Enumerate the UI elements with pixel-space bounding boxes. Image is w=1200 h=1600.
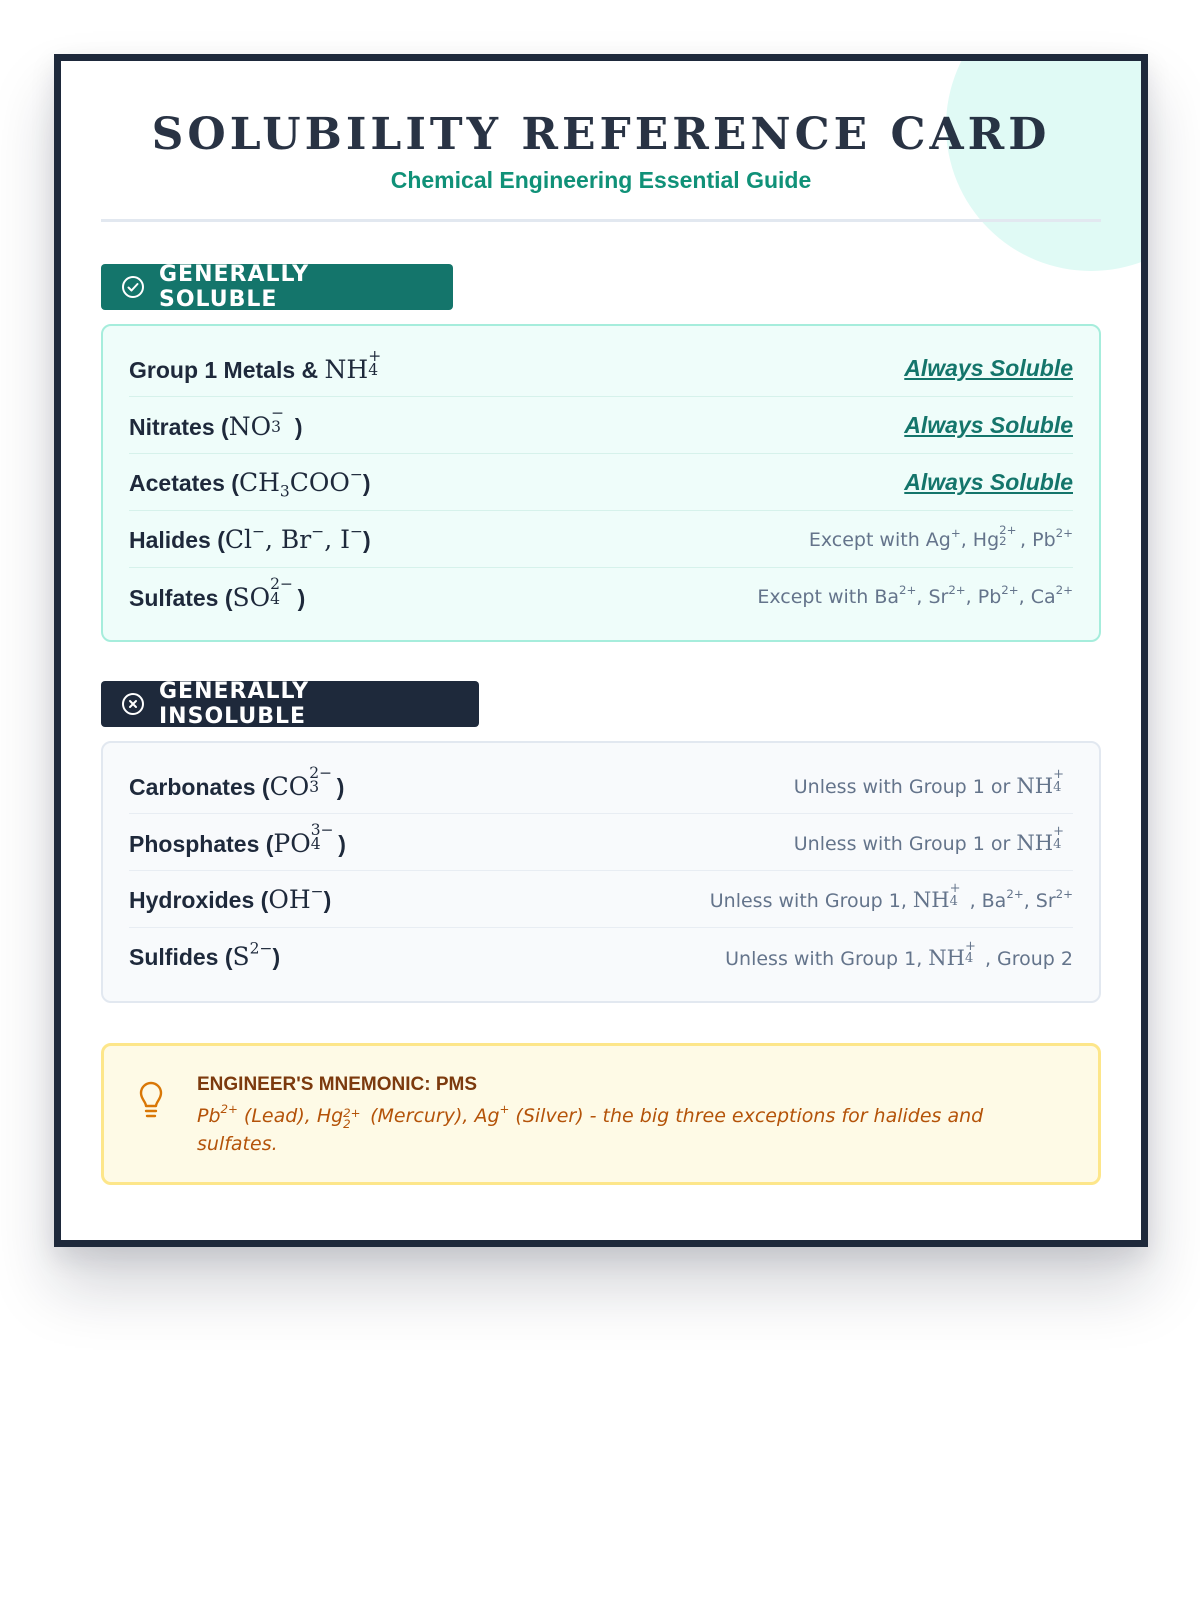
page-title: SOLUBILITY REFERENCE CARD (151, 109, 1051, 160)
rule-close: ) (362, 469, 371, 496)
rule-close: ) (297, 585, 306, 611)
rule-row (129, 397, 1073, 454)
rule-row (129, 757, 1073, 814)
exception-note: Unless with Group 1, NH + 4 , $Ba^{2+}$, $Sr^{2+}$ (709, 881, 1073, 912)
always-soluble-link[interactable]: Always Soluble (904, 468, 1073, 495)
insoluble-section-title: GENERALLY INSOLUBLE (159, 679, 310, 729)
ion-formula: NH + 4 (324, 346, 382, 384)
exception-prefix: Except with (808, 529, 926, 551)
exception-note: Except with $Ba^{2+}$, $Sr^{2+}$, $Pb^{2+}$, $Ca^{2+}$ (757, 582, 1073, 608)
title-divider (101, 219, 1101, 222)
rule-label (129, 939, 281, 971)
x-circle-icon (121, 692, 145, 716)
rule-name: Phosphates ( (129, 830, 274, 857)
rule-name: Hydroxides ( (129, 886, 269, 913)
reference-card (54, 54, 1148, 1247)
rule-name: Sulfates ( (129, 585, 233, 611)
rule-row (129, 871, 1073, 928)
lightbulb-icon (136, 1080, 166, 1122)
rule-close: ) (323, 886, 332, 913)
decorative-circle (946, 54, 1148, 271)
rule-label (129, 464, 371, 500)
rule-label (129, 763, 345, 801)
rule-label (129, 403, 303, 441)
rule-name: Group 1 Metals & (129, 356, 325, 383)
rule-label (129, 346, 392, 384)
rule-close: ) (294, 413, 303, 440)
rule-row (129, 814, 1073, 871)
ion-formula: OH− (268, 881, 324, 914)
ion-formula: NO − 3 (228, 403, 285, 441)
mnemonic-title: ENGINEER'S MNEMONIC: PMS (197, 1074, 478, 1095)
always-soluble-link[interactable]: Always Soluble (904, 411, 1073, 438)
ion-formula: $S^{2-}$ (232, 939, 273, 971)
rule-name: Sulfides ( (129, 944, 233, 970)
rule-row (129, 454, 1073, 511)
rule-label (129, 820, 346, 858)
soluble-rules-panel (101, 324, 1101, 642)
rule-label (129, 521, 371, 554)
rule-row (129, 928, 1073, 985)
ion-formula: SO 2− 4 (232, 575, 294, 612)
exception-prefix: Except with (757, 585, 875, 608)
rule-name: Halides ( (129, 526, 225, 553)
rule-name: Acetates ( (129, 469, 239, 496)
always-soluble-link[interactable]: Always Soluble (904, 354, 1073, 381)
rule-row (129, 568, 1073, 625)
exception-note: Except with Ag+, Hg 2+ 2 , $Pb^{2+}$ (808, 522, 1073, 551)
rule-name: Nitrates ( (129, 413, 229, 440)
rule-close: ) (363, 526, 371, 553)
exception-note: Unless with Group 1 or NH + 4 (793, 767, 1064, 798)
ion-formula: PO 3− 4 (273, 820, 334, 858)
page-subtitle: Chemical Engineering Essential Guide (390, 167, 812, 193)
ion-formula: CO 2− 3 (269, 763, 333, 801)
ion-formula: Cl−, Br−, I− (224, 521, 363, 554)
rule-label (129, 575, 306, 612)
rule-name: Carbonates ( (129, 773, 270, 800)
insoluble-rules-panel (101, 741, 1101, 1003)
soluble-section-badge (101, 264, 453, 310)
rule-label (129, 881, 332, 914)
exception-note: Unless with Group 1 or NH + 4 (793, 824, 1064, 855)
rule-close: ) (338, 830, 346, 857)
rule-row (129, 511, 1073, 568)
exception-note: Unless with Group 1, NH + 4 , Group 2 (725, 938, 1073, 970)
rule-close: ) (272, 944, 281, 970)
soluble-section-title: GENERALLY SOLUBLE (159, 262, 310, 312)
rule-row (129, 340, 1073, 397)
mnemonic-text: $Pb^{2+}$ (Lead), Hg 2+ 2 (Mercury), Ag+ (Silver) - the big three exceptions for halides and sulfates. (197, 1102, 984, 1155)
mnemonic-callout (101, 1043, 1101, 1185)
ion-formula: $CH_3COO^-$ (238, 464, 363, 500)
rule-close: ) (336, 773, 345, 800)
insoluble-section-badge (101, 681, 479, 727)
check-circle-icon (121, 275, 145, 299)
